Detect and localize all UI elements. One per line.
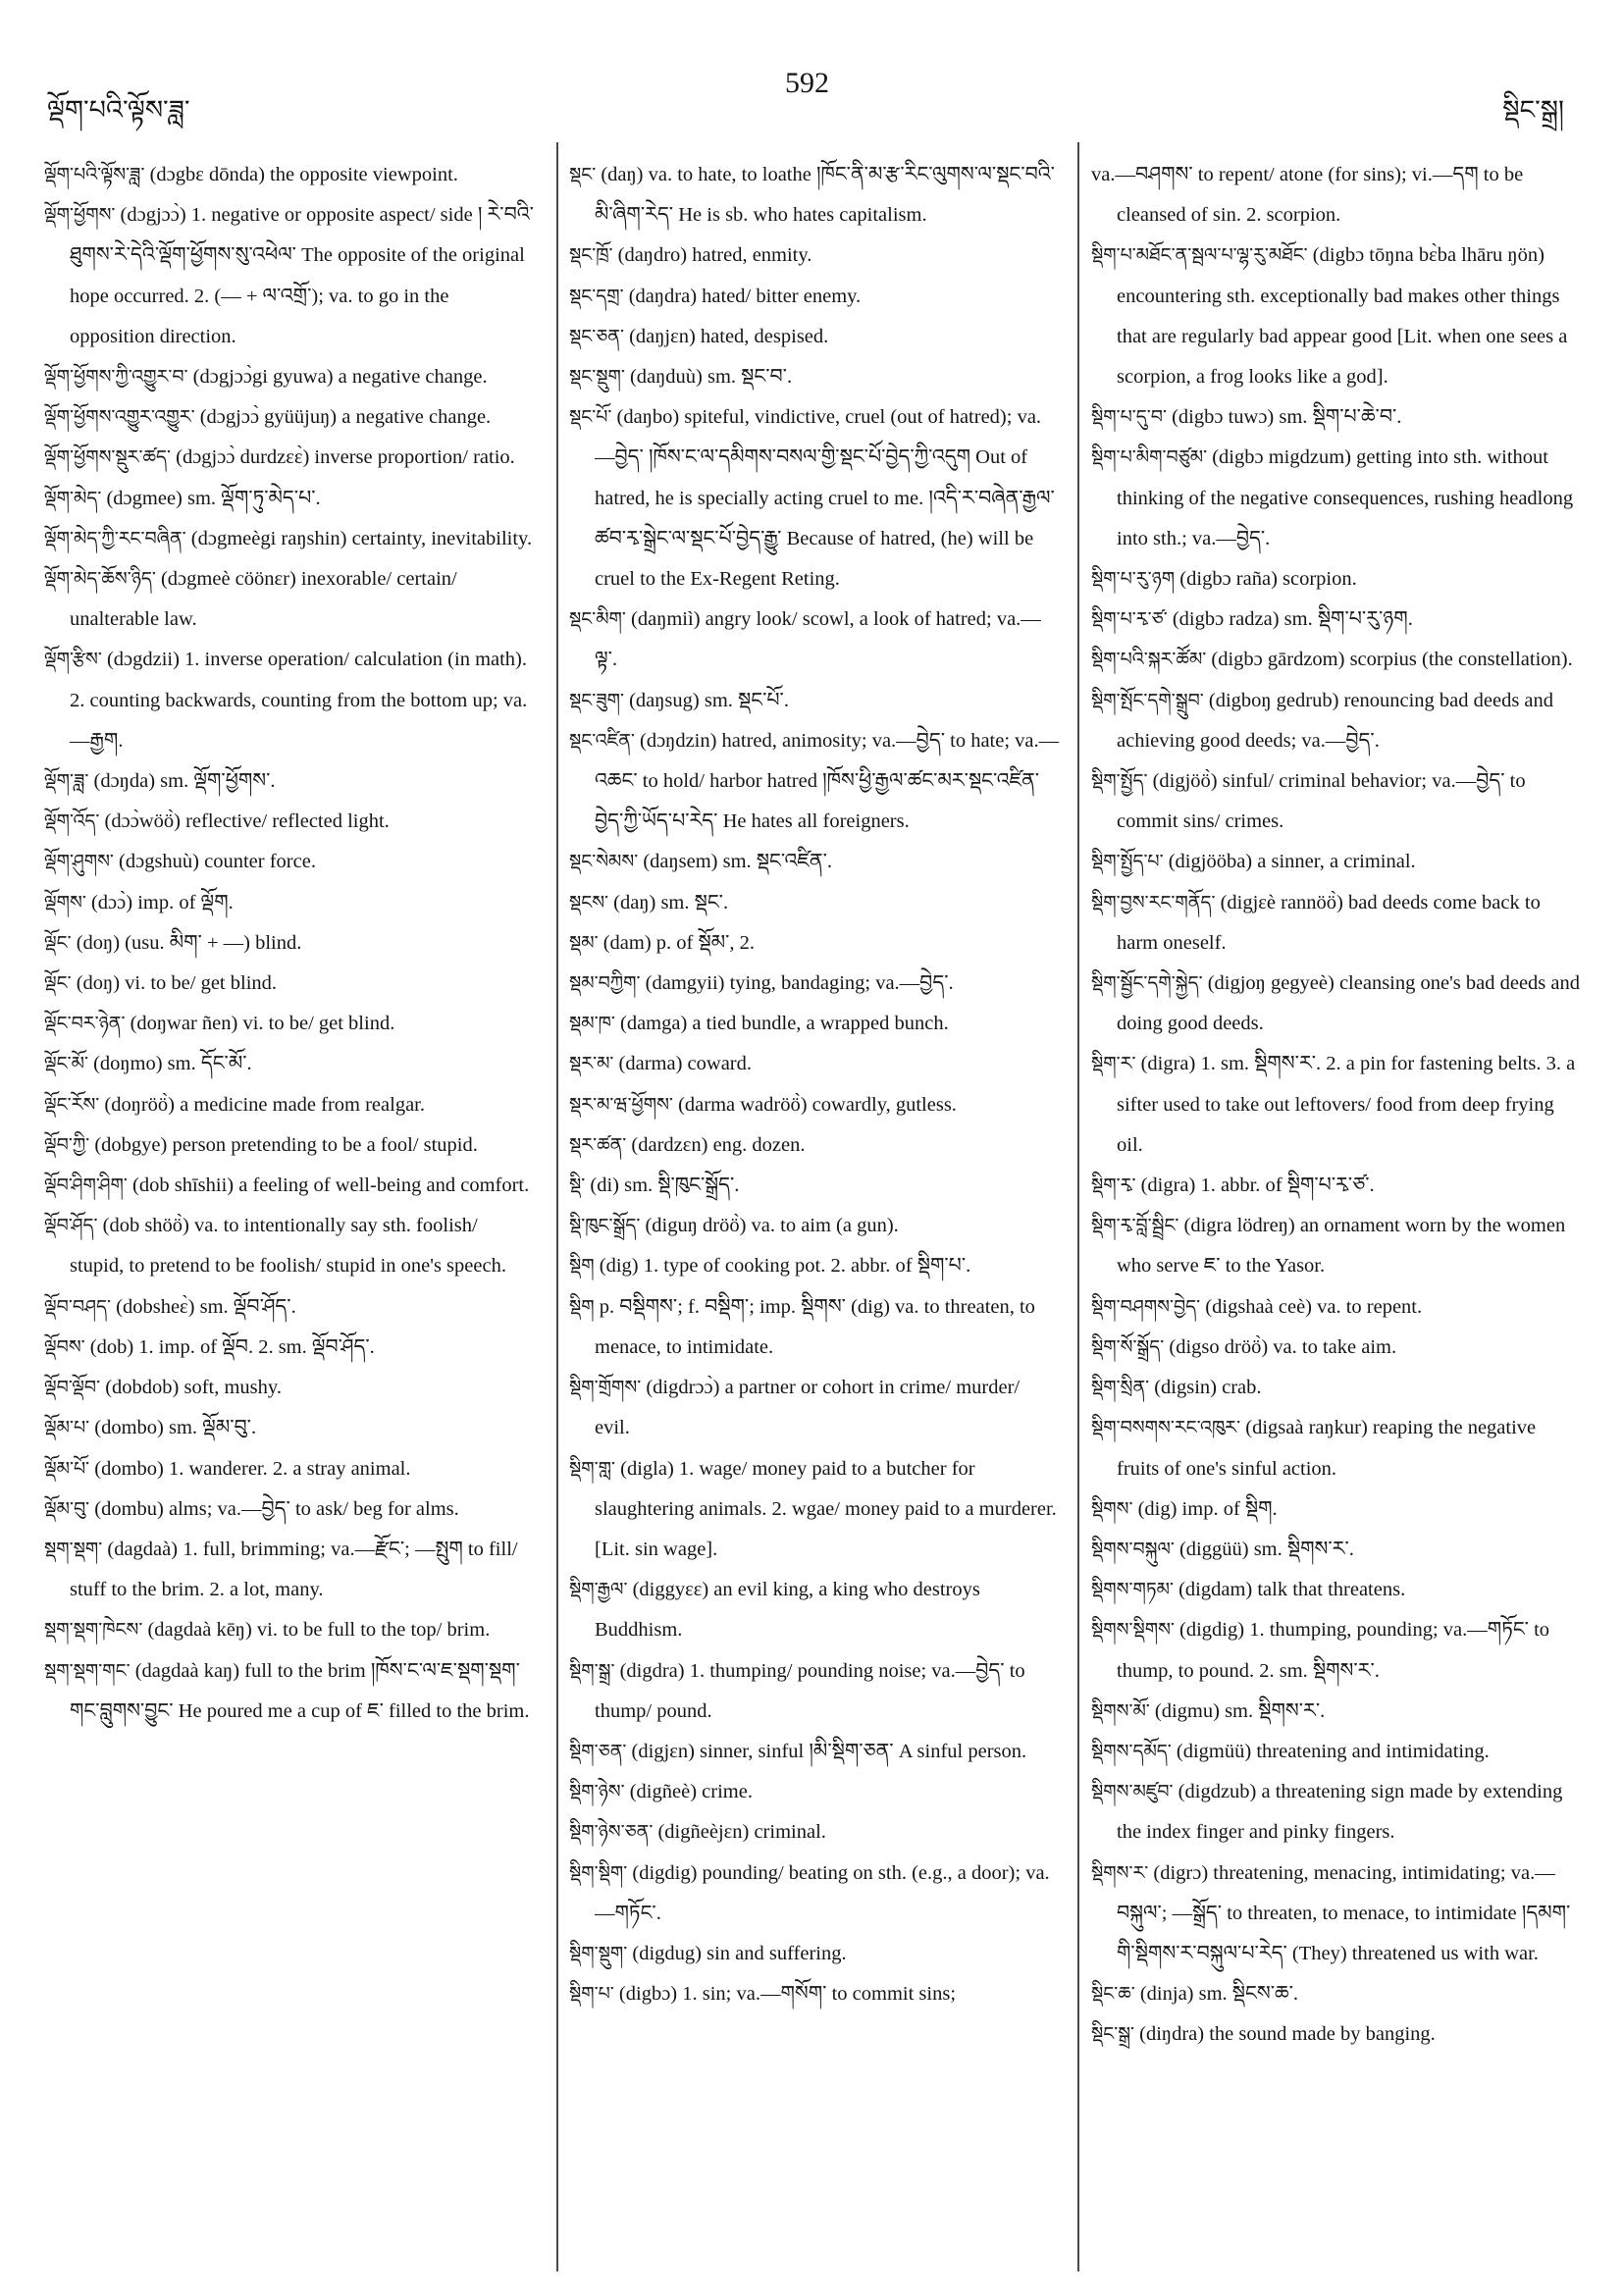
dictionary-entry — [1091, 397, 1582, 438]
entry-headword: སྡམ་ — [569, 931, 599, 954]
entry-headword: སྡང་དགྲ་ — [569, 285, 624, 307]
dictionary-entry — [569, 357, 1060, 397]
dictionary-entry — [1091, 1530, 1582, 1570]
entry-headword: སྡིག་སྤྱོད་ — [1091, 770, 1148, 793]
entry-headword: སྡར་ཚན་ — [569, 1133, 627, 1156]
entry-definition: (diggüü) sm. སྡིགས་ར་. — [1178, 1538, 1354, 1560]
dictionary-entry — [1091, 1287, 1582, 1328]
dictionary-entry — [44, 1085, 535, 1125]
page-number: 592 — [785, 67, 829, 99]
dictionary-entry — [44, 479, 535, 519]
dictionary-entry — [569, 317, 1060, 357]
dictionary-entry — [44, 1328, 535, 1368]
entry-definition: (digdug) sin and suffering. — [632, 1942, 847, 1964]
dictionary-entry — [569, 1368, 1060, 1448]
entry-headword: སྡིང་ཆ་ — [1091, 1983, 1135, 2006]
entry-headword: སྡིག་སྦྱོང་དགེ་སྐྱེད་ — [1091, 972, 1203, 995]
entry-headword: ལྡོག་ཕྱོགས་ — [44, 204, 116, 227]
dictionary-entry — [569, 397, 1060, 600]
entry-headword: སྡིག་སྡིག་ — [569, 1861, 628, 1884]
dictionary-entry — [1091, 761, 1582, 842]
entry-definition: (digñeèjɛn) criminal. — [657, 1821, 826, 1844]
entry-definition: (dig) 1. type of cooking pot. 2. abbr. of སྡིག་པ་. — [599, 1255, 971, 1278]
entry-headword: སྡིགས་བསྐུལ་ — [1091, 1538, 1175, 1560]
entry-headword: སྡི་ — [569, 1174, 586, 1197]
dictionary-entry — [569, 842, 1060, 882]
entry-definition: (dɔgjɔɔ̀) 1. negative or opposite aspect/ side ། རེ་བའི་ཐུགས་རེ་དེའི་ལྡོག་ཕྱོགས་སུ་འཕེལ་ The opposite of the original hope occurred. 2. (— + ལ་འགྲོ་); va. to go in the opposition direction. — [70, 204, 534, 347]
dictionary-entry — [1091, 1772, 1582, 1852]
entry-definition: (daŋ) sm. སྡང་. — [613, 891, 729, 913]
entry-headword: སྡིགས་དམོད་ — [1091, 1740, 1172, 1762]
dictionary-entry — [1091, 1328, 1582, 1368]
dictionary-entry — [569, 1449, 1060, 1571]
entry-definition: (dɔgjɔɔ̀ durdzɛɛ̀) inverse proportion/ ratio. — [176, 446, 515, 469]
entry-definition: (darma) coward. — [618, 1053, 752, 1075]
entry-definition: (digbɔ) 1. sin; va.—གསོག་ to commit sins; — [618, 1983, 957, 2006]
entry-headword: སྡང་ཅན་ — [569, 325, 624, 347]
entry-definition: (dob) 1. imp. of ལྡོབ. 2. sm. ལྡོབ་ཤོད་. — [89, 1335, 375, 1358]
entry-definition: (doŋmo) sm. དོང་མོ་. — [93, 1053, 252, 1075]
entry-headword: སྡག་སྡག་གང་ — [44, 1659, 131, 1682]
entry-headword: སྡང་ཟུག་ — [569, 689, 624, 711]
running-header-left: ལྡོག་པའི་ལྟོས་ཟླ་ — [47, 95, 190, 125]
dictionary-entry — [569, 681, 1060, 721]
dictionary-entry — [44, 357, 535, 397]
dictionary-entry — [1091, 1692, 1582, 1732]
dictionary-entry — [569, 1812, 1060, 1852]
entry-definition: (digdra) 1. thumping/ pounding noise; va.—བྱེད་ to thump/ pound. — [595, 1659, 1025, 1722]
entry-headword: སྡང་པོ་ — [569, 406, 612, 429]
entry-definition: (doŋ) vi. to be/ get blind. — [76, 972, 278, 995]
dictionary-entry — [1091, 155, 1582, 235]
dictionary-entry — [44, 842, 535, 882]
dictionary-entry — [1091, 1570, 1582, 1610]
dictionary-entry — [44, 923, 535, 964]
dictionary-entry — [1091, 1610, 1582, 1691]
entry-headword: སྡི་ཁུང་སྒྲོད་ — [569, 1215, 641, 1237]
column-1 — [44, 155, 535, 2289]
entry-headword: སྡང་ཁྲོ་ — [569, 244, 613, 267]
entry-headword: ལྡོག་མེད་ — [44, 487, 102, 509]
dictionary-entry — [569, 964, 1060, 1004]
entry-definition: (damga) a tied bundle, a wrapped bunch. — [620, 1013, 949, 1035]
entry-headword: སྡིག་སོ་སྒྲོད་ — [1091, 1335, 1165, 1358]
dictionary-entry — [569, 1085, 1060, 1125]
dictionary-entry — [569, 1853, 1060, 1934]
entry-headword: ལྡོང་བར་ཉེན་ — [44, 1013, 126, 1035]
entry-headword: སྡང་སེམས་ — [569, 851, 639, 873]
entry-headword: སྡིག་བཤགས་བྱེད་ — [1091, 1295, 1201, 1318]
entry-definition: (digra) 1. abbr. of སྡིག་པ་རྭ་ཙ་. — [1140, 1174, 1375, 1197]
entry-definition: (dombu) alms; va.—བྱེད་ to ask/ beg for alms. — [94, 1497, 459, 1520]
dictionary-entry — [569, 235, 1060, 276]
entry-headword: ལྡོག་འོད་ — [44, 810, 100, 833]
dictionary-entry — [1091, 559, 1582, 600]
entry-headword: ལྡོག་ཕྱོགས་འགྱུར་འགྱུར་ — [44, 406, 195, 429]
entry-definition: (dɔgmeè cöönɛr) inexorable/ certain/ unalterable law. — [70, 568, 457, 631]
entry-definition: (doŋ) (usu. མིག་ + —) blind. — [76, 931, 302, 954]
dictionary-entry — [44, 438, 535, 478]
entry-headword: སྡིགས་མོ་ — [1091, 1699, 1150, 1722]
entry-definition: (dɔŋda) sm. ལྡོག་ཕྱོགས་. — [93, 770, 276, 793]
entry-headword: ལྡོག་ཤུགས་ — [44, 851, 114, 873]
entry-headword: སྡིག་པ་དུ་བ་ — [1091, 406, 1167, 429]
dictionary-entry — [569, 600, 1060, 680]
entry-definition: (digshaà ceè) va. to repent. — [1205, 1295, 1423, 1318]
dictionary-entry — [44, 1125, 535, 1166]
entry-definition: (daŋduù) sm. སྡང་བ་. — [629, 366, 793, 389]
entry-definition: (dob shöö̀) va. to intentionally say sth. foolish/ stupid, to pretend to be foolish/ stupid in one's speech. — [70, 1215, 506, 1278]
entry-definition: (darma wadröö̀) cowardly, gutless. — [678, 1093, 957, 1116]
dictionary-entry — [569, 1125, 1060, 1166]
entry-definition: (digdam) talk that threatens. — [1178, 1579, 1406, 1601]
entry-definition: (digdrɔɔ̀) a partner or cohort in crime/ murder/ evil. — [595, 1377, 1021, 1439]
entry-definition: (dombo) 1. wanderer. 2. a stray animal. — [94, 1457, 411, 1480]
dictionary-entry — [569, 1651, 1060, 1732]
entry-definition: (daŋsem) sm. སྡང་འཛིན་. — [643, 851, 833, 873]
dictionary-entry — [1091, 2014, 1582, 2055]
dictionary-entry — [569, 923, 1060, 964]
dictionary-entry — [44, 195, 535, 357]
column-divider — [1077, 142, 1079, 2271]
entry-definition: (dɔɔ̀) imp. of ལྡོག. — [90, 891, 234, 913]
entry-definition: (digbɔ tōŋna bɛ̀ba lhāru ŋön) encountering sth. exceptionally bad makes other things that are regularly bad appear good [Lit. when one sees a scorpion, a frog looks like a god]. — [1117, 244, 1568, 389]
entry-headword: སྡིག — [569, 1295, 595, 1318]
entry-definition: (dɔŋdzin) hatred, animosity; va.—བྱེད་ to hate; va.—འཆང་ to hold/ harbor hatred །ཁོས་ཕྱི་རྒྱལ་ཚང་མར་སྡང་འཛིན་བྱེད་ཀྱི་ཡོད་པ་རེད་ He hates all foreigners. — [595, 729, 1060, 833]
dictionary-entry — [1091, 964, 1582, 1044]
dictionary-entry — [1091, 1974, 1582, 2014]
entry-definition: (digjɛn) sinner, sinful །མི་སྡིག་ཅན་ A sinful person. — [631, 1740, 1027, 1762]
entry-headword: སྡིགས་ར་ — [1091, 1861, 1149, 1884]
entry-headword: སྡིག་རྭ་ — [1091, 1174, 1136, 1197]
entry-headword: སྡིག་པའི་སྐར་ཚོམ་ — [1091, 649, 1207, 671]
entry-definition: (dagdaà) 1. full, brimming; va.—རྫོང་; —སྤུག to fill/ stuff to the brim. 2. a lot, many. — [70, 1538, 518, 1601]
dictionary-entry — [44, 1449, 535, 1489]
dictionary-entry — [569, 1934, 1060, 1974]
dictionary-entry — [44, 155, 535, 195]
entry-headword: ལྡོག་པའི་ལྟོས་ཟླ་ — [44, 164, 145, 185]
entry-definition: (diggyɛɛ) an evil king, a king who destroys Buddhism. — [595, 1579, 980, 1642]
entry-definition: (dobgye) person pretending to be a fool/ stupid. — [94, 1133, 478, 1156]
entry-headword: སྡིག་གླ་ — [569, 1457, 615, 1480]
dictionary-entry — [44, 640, 535, 761]
dictionary-entry — [1091, 438, 1582, 559]
entry-definition: (daŋbo) spiteful, vindictive, cruel (out of hatred); va.—བྱེད་ །ཁོས་ང་ལ་དམིགས་བསལ་གྱི་སྡང་པོ་བྱེད་ཀྱི་འདུག Out of hatred, he is specially acting cruel to me. །འདི་ར་བཞེན་རྒྱལ་ཚབ་རྭ་སྒྲེང་ལ་སྡང་པོ་བྱེད་རྒྱུ་ Because of hatred, (he) will be cruel to the Ex-Regent Reting. — [595, 406, 1055, 591]
entry-headword: སྡིག་རྭ་བློ་སྦྲིང་ — [1091, 1215, 1179, 1237]
dictionary-entry — [1091, 1489, 1582, 1530]
entry-headword: སྡིག་རྒྱལ་ — [569, 1579, 628, 1601]
entry-headword: སྡག་སྡག་ — [44, 1538, 103, 1560]
entry-headword: སྡར་མ་ཝ་ཕྱོགས་ — [569, 1093, 673, 1116]
entry-headword: ལྡོབ་ཀྱི་ — [44, 1133, 90, 1156]
entry-headword: སྡིག་སྡུག་ — [569, 1942, 628, 1964]
entry-definition: (daŋmiì) angry look/ scowl, a look of hatred; va.—ལྟ་. — [595, 608, 1041, 671]
entry-definition: (digjöö̀) sinful/ criminal behavior; va.—བྱེད་ to commit sins/ crimes. — [1117, 770, 1526, 833]
entry-definition: (dobdob) soft, mushy. — [105, 1377, 282, 1399]
dictionary-entry — [569, 1044, 1060, 1084]
entry-definition: (digsin) crab. — [1154, 1377, 1262, 1399]
entry-definition: (digjɛè rannöö̀) bad deeds come back to harm oneself. — [1117, 891, 1541, 954]
entry-definition: (dagdaà kēŋ) vi. to be full to the top/ brim. — [147, 1619, 491, 1642]
dictionary-entry — [44, 802, 535, 842]
dictionary-entry — [1091, 600, 1582, 640]
dictionary-entry — [569, 1570, 1060, 1650]
entry-headword: སྡིགས་གཏམ་ — [1091, 1579, 1174, 1601]
entry-headword: སྡང་ — [569, 164, 597, 185]
entry-definition: (digla) 1. wage/ money paid to a butcher for slaughtering animals. 2. wgae/ money paid to a murderer. [Lit. sin wage]. — [595, 1457, 1057, 1560]
entry-definition: (digdig) 1. thumping, pounding; va.—གཏོང་ to thump, to pound. 2. sm. སྡིགས་ར་. — [1117, 1619, 1550, 1682]
dictionary-entry — [1091, 1206, 1582, 1286]
entry-headword: སྡིག་ཉེས་ — [569, 1781, 625, 1803]
dictionary-entry — [569, 1974, 1060, 2014]
entry-definition: (digmu) sm. སྡིགས་ར་. — [1154, 1699, 1326, 1722]
dictionary-entry — [44, 964, 535, 1004]
entry-headword: ལྡོབ་ལྡོབ་ — [44, 1377, 101, 1399]
dictionary-entry — [569, 277, 1060, 317]
dictionary-entry — [1091, 1044, 1582, 1166]
dictionary-entry — [44, 397, 535, 438]
entry-headword: སྡིགས་མཛུབ་ — [1091, 1781, 1174, 1803]
entry-headword: ལྡོམ་པ་ — [44, 1417, 90, 1439]
entry-headword: ལྡོབ་བཤད་ — [44, 1295, 112, 1318]
dictionary-entry — [1091, 1732, 1582, 1772]
dictionary-entry — [44, 1530, 535, 1610]
entry-definition: (dɔgmee) sm. ལྡོག་ཏུ་མེད་པ་. — [106, 487, 321, 509]
entry-headword: ལྡོགས་ — [44, 891, 86, 913]
entry-headword: ལྡོག་ཕྱོགས་སྡུར་ཚད་ — [44, 446, 171, 469]
entry-definition: (dɔgmeègi raŋshin) certainty, inevitability. — [190, 527, 533, 549]
entry-headword: ལྡོབ་ཤོད་ — [44, 1215, 98, 1237]
entry-definition: (digjoŋ gegyeè) cleansing one's bad deeds and doing good deeds. — [1117, 972, 1581, 1035]
entry-headword: སྡག་སྡག་ཁེངས་ — [44, 1619, 143, 1642]
dictionary-entry — [1091, 1853, 1582, 1975]
entry-headword: ལྡོང་རོས་ — [44, 1093, 100, 1116]
dictionary-entry — [44, 1408, 535, 1448]
entry-headword: སྡང་མིག་ — [569, 608, 626, 631]
entry-definition: (dɔɔ̀wöö̀) reflective/ reflected light. — [104, 810, 390, 833]
dictionary-entry — [1091, 235, 1582, 397]
entry-definition: (digmüü) threatening and intimidating. — [1176, 1740, 1490, 1762]
entry-headword: ལྡོག་ཟླ་ — [44, 770, 89, 793]
entry-headword: སྡམ་ཁ་ — [569, 1013, 615, 1035]
dictionary-entry — [569, 155, 1060, 235]
entry-headword: སྡིག་བསགས་རང་འཁུར་ — [1091, 1417, 1241, 1439]
entry-definition: (digra) 1. sm. སྡིགས་ར་. 2. a pin for fastening belts. 3. a sifter used to take out leftovers/ food from deep frying oil. — [1117, 1053, 1576, 1156]
dictionary-entry — [44, 1651, 535, 1732]
entry-definition: (dɔgshuù) counter force. — [119, 851, 316, 873]
entry-headword: ལྡོམ་བུ་ — [44, 1497, 90, 1520]
entry-headword: སྡིག་པ་མཐོང་ན་སྦལ་པ་ལྷ་རུ་མཐོང་ — [1091, 244, 1308, 267]
dictionary-entry — [44, 1206, 535, 1286]
dictionary-entry — [569, 1166, 1060, 1206]
entry-definition: (digjööba) a sinner, a criminal. — [1168, 851, 1416, 873]
dictionary-entry — [1091, 883, 1582, 964]
entry-definition: (digdig) pounding/ beating on sth. (e.g., a door); va.—གཏོང་. — [595, 1861, 1050, 1924]
entry-definition: (digsaà raŋkur) reaping the negative fruits of one's sinful action. — [1117, 1417, 1537, 1480]
entry-definition: (digbɔ radza) sm. སྡིག་པ་རུ་ཉག. — [1172, 608, 1413, 631]
dictionary-entry — [44, 559, 535, 640]
entry-definition: (digbɔ tuwɔ) sm. སྡིག་པ་ཆེ་བ་. — [1172, 406, 1402, 429]
column-3 — [1091, 155, 1582, 2289]
entry-definition: (digdzub) a threatening sign made by extending the index finger and pinky fingers. — [1117, 1781, 1563, 1844]
entry-headword: སྡིག་སྲིན་ — [1091, 1377, 1150, 1399]
entry-definition: (dam) p. of སྡོམ་, 2. — [602, 931, 756, 954]
entry-definition: (dɔgdzii) 1. inverse operation/ calculation (in math). 2. counting backwards, counting from the bottom up; va.—རྒྱག. — [70, 649, 528, 752]
entry-headword: ལྡོང་ — [44, 931, 72, 954]
running-header-right: སྡིང་སྒྲ། — [1502, 95, 1564, 125]
entry-headword: སྡིག་ར་ — [1091, 1053, 1136, 1075]
entry-definition: (dinja) sm. སྡིངས་ཆ་. — [1139, 1983, 1299, 2006]
entry-headword: སྡངས་ — [569, 891, 609, 913]
entry-headword: ལྡོམ་པོ་ — [44, 1457, 90, 1480]
dictionary-entry — [1091, 1408, 1582, 1488]
entry-definition: (dob shīshii) a feeling of well-being and comfort. — [132, 1174, 530, 1197]
entry-headword: སྡང་འཛིན་ — [569, 729, 635, 752]
entry-definition: (dombo) sm. ལྡོམ་བུ་. — [94, 1417, 257, 1439]
dictionary-entry — [44, 1004, 535, 1044]
entry-headword: སྡིག་པ་མིག་བཙུམ་ — [1091, 446, 1208, 469]
entry-definition: (digrɔ) threatening, menacing, intimidating; va.—བསྐུལ་; —སྒྲོད་ to threaten, to menace, to intimidate །དམག་གི་སྡིགས་ར་བསྐུལ་པ་རེད་ (They) threatened us with war. — [1117, 1861, 1571, 1964]
entry-headword: ལྡོང་མོ་ — [44, 1053, 88, 1075]
entry-headword: སྡིག་བྱས་རང་གནོད་ — [1091, 891, 1216, 913]
entry-headword: སྡམ་བཀྱིག་ — [569, 972, 641, 995]
entry-definition: (dobsheɛ̀) sm. ལྡོབ་ཤོད་. — [116, 1295, 296, 1318]
entry-headword: ལྡོབས་ — [44, 1335, 85, 1358]
dictionary-entry — [569, 1772, 1060, 1812]
entry-definition: (digbɔ migdzum) getting into sth. without thinking of the negative consequences, rushing headlong into sth.; va.—བྱེད་. — [1117, 446, 1574, 549]
entry-headword: སྡིག་པ་ — [569, 1983, 614, 2006]
dictionary-entry — [1091, 1166, 1582, 1206]
entry-definition: (dig) imp. of སྡིག. — [1137, 1497, 1278, 1520]
entry-headword: ལྡོབ་ཤིག་ཤིག་ — [44, 1174, 128, 1197]
entry-headword: ལྡོག་ཕྱོགས་ཀྱི་འགྱུར་བ་ — [44, 366, 188, 389]
entry-definition: va.—བཤགས་ to repent/ atone (for sins); vi.—དག to be cleansed of sin. 2. scorpion. — [1091, 164, 1524, 227]
dictionary-entry — [44, 1287, 535, 1328]
entry-headword: སྡང་སྡུག་ — [569, 366, 625, 389]
dictionary-entry — [1091, 1368, 1582, 1408]
dictionary-entry — [44, 519, 535, 559]
entry-definition: (di) sm. སྡི་ཁུང་སྒྲོད་. — [590, 1174, 740, 1197]
entry-definition: (doŋröö̀) a medicine made from realgar. — [104, 1093, 425, 1116]
entry-definition: (daŋdro) hatred, enmity. — [617, 244, 812, 267]
entry-definition: (daŋsug) sm. སྡང་པོ་. — [629, 689, 789, 711]
entry-headword: སྡིགས་སྡིགས་ — [1091, 1619, 1175, 1642]
entry-definition: (dɔgbɛ dōnda) the opposite viewpoint. — [149, 164, 458, 185]
dictionary-entry — [569, 883, 1060, 923]
entry-headword: ལྡོག་རྩིས་ — [44, 649, 102, 671]
dictionary-entry — [44, 1489, 535, 1530]
dictionary-entry — [569, 1246, 1060, 1286]
entry-headword: ལྡོག་མེད་ཀྱི་རང་བཞིན་ — [44, 527, 186, 549]
entry-definition: (diŋdra) the sound made by banging. — [1139, 2023, 1436, 2046]
dictionary-entry — [569, 1206, 1060, 1246]
entry-headword: སྡིང་སྒྲ་ — [1091, 2023, 1135, 2046]
column-2 — [569, 155, 1060, 2289]
entry-headword: སྡིག་པ་རྭ་ཙ་ — [1091, 608, 1168, 631]
dictionary-entry — [569, 1732, 1060, 1772]
dictionary-entry — [44, 1044, 535, 1084]
entry-definition: (daŋdra) hated/ bitter enemy. — [628, 285, 862, 307]
entry-definition: (doŋwar ñen) vi. to be/ get blind. — [130, 1013, 395, 1035]
dictionary-entry — [44, 883, 535, 923]
entry-headword: སྡིག — [569, 1255, 595, 1278]
dictionary-entry — [1091, 640, 1582, 680]
entry-headword: ལྡོག་མེད་ཆོས་ཉིད་ — [44, 568, 156, 591]
entry-definition: (dɔgjɔɔ̀ gyüüjuŋ) a negative change. — [199, 406, 492, 429]
entry-definition: (digra lödreŋ) an ornament worn by the women who serve ཇ་ to the Yasor. — [1117, 1215, 1566, 1278]
dictionary-entry — [569, 1287, 1060, 1368]
entry-headword: སྡིག་ཅན་ — [569, 1740, 627, 1762]
dictionary-entry — [1091, 842, 1582, 882]
dictionary-entry — [44, 1368, 535, 1408]
column-divider — [556, 142, 558, 2271]
dictionary-entry — [44, 1166, 535, 1206]
entry-headword: སྡར་མ་ — [569, 1053, 614, 1075]
entry-definition: (daŋjɛn) hated, despised. — [629, 325, 829, 347]
entry-headword: སྡིག་ཉེས་ཅན་ — [569, 1821, 654, 1844]
entry-definition: (digbɔ raña) scorpion. — [1179, 568, 1357, 591]
entry-definition: (digñeè) crime. — [629, 1781, 753, 1803]
dictionary-entry — [44, 761, 535, 802]
entry-definition: (diguŋ dröö̀) va. to aim (a gun). — [645, 1215, 899, 1237]
entry-definition: (digso dröö̀) va. to take aim. — [1169, 1335, 1397, 1358]
dictionary-entry — [569, 721, 1060, 843]
entry-definition: (dardzɛn) eng. dozen. — [631, 1133, 806, 1156]
entry-headword: སྡིག་གྲོགས་ — [569, 1377, 642, 1399]
entry-headword: སྡིག་སྤྱོད་པ་ — [1091, 851, 1164, 873]
dictionary-entry — [1091, 681, 1582, 761]
entry-definition: (dɔgjɔɔ̀gi gyuwa) a negative change. — [192, 366, 488, 389]
entry-definition: (dagdaà kaŋ) full to the brim །ཁོས་ང་ལ་ཇ་སྡག་སྡག་གང་བླུགས་བྱུང་ He poured me a cup of ཇ་ filled to the brim. — [70, 1659, 530, 1722]
entry-definition: (damgyii) tying, bandaging; va.—བྱེད་. — [645, 972, 954, 995]
entry-headword: སྡིག་སྒྲ་ — [569, 1659, 615, 1682]
dictionary-entry — [44, 1610, 535, 1650]
entry-definition: p. བསྡིགས་; f. བསྡིག་; imp. སྡིགས་ (dig) va. to threaten, to menace, to intimidate. — [595, 1295, 1035, 1358]
entry-headword: སྡིག་སྤོང་དགེ་སྒྲུབ་ — [1091, 689, 1204, 711]
entry-definition: (digbɔ gārdzom) scorpius (the constellation). — [1211, 649, 1573, 671]
entry-headword: སྡིག་པ་རུ་ཉག — [1091, 568, 1176, 591]
entry-headword: ལྡོང་ — [44, 972, 72, 995]
entry-definition: (daŋ) va. to hate, to loathe །ཁོང་ནི་མ་རྩ་རིང་ལུགས་ལ་སྡང་བའི་མི་ཞིག་རེད་ He is sb. who hates capitalism. — [595, 164, 1055, 227]
dictionary-entry — [569, 1004, 1060, 1044]
entry-headword: སྡིགས་ — [1091, 1497, 1133, 1520]
entry-definition: (digboŋ gedrub) renouncing bad deeds and achieving good deeds; va.—བྱེད་. — [1117, 689, 1554, 752]
